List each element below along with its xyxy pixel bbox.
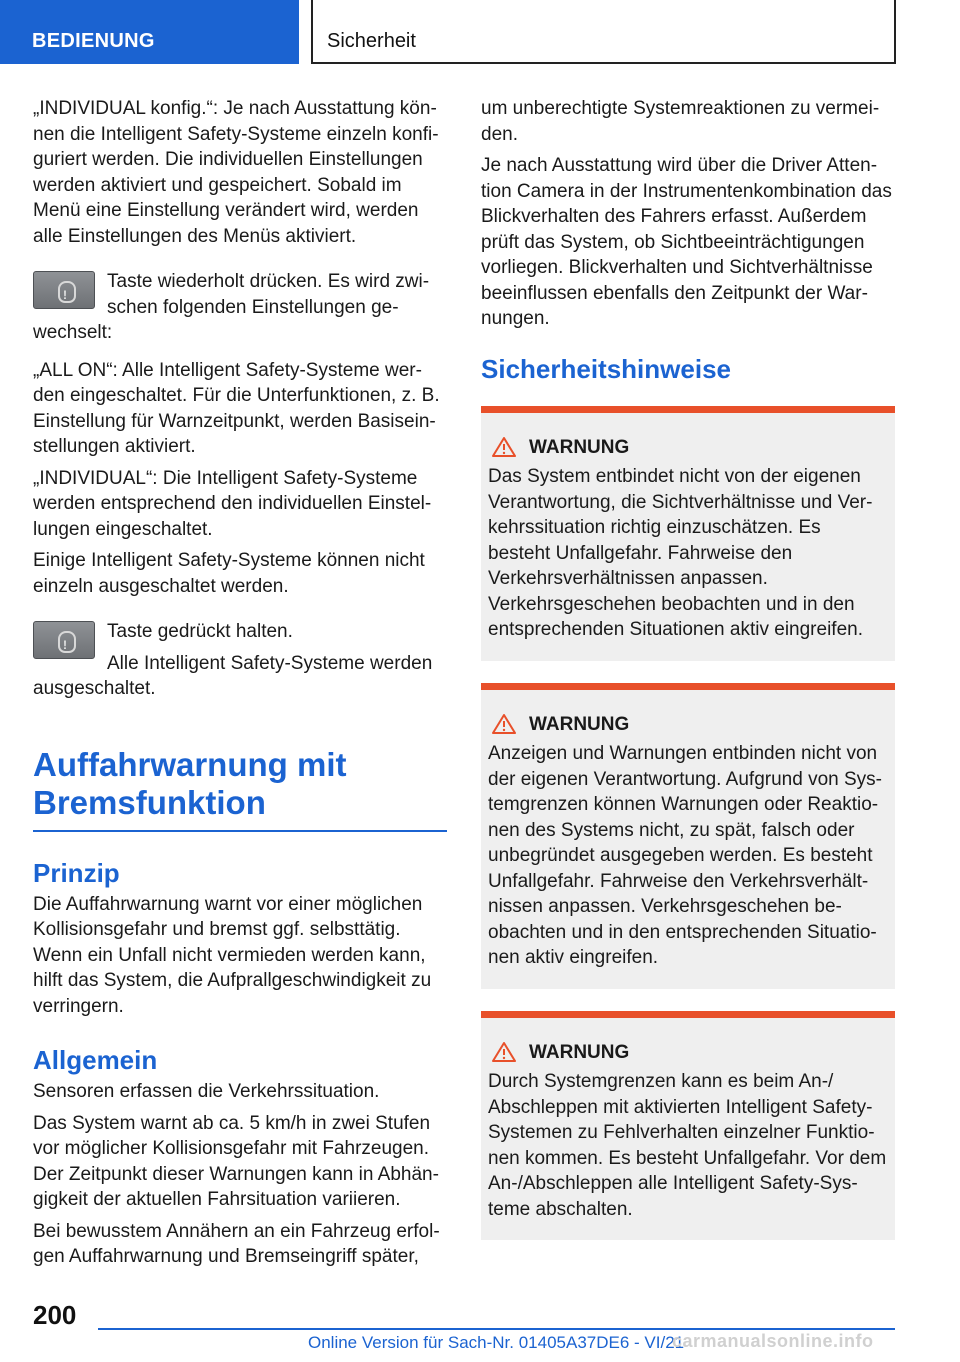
warning-header <box>488 1040 887 1066</box>
footer-online-version: Online Version für Sach-Nr. 01405A37DE6 - VI/21 <box>308 1333 685 1352</box>
section-heading: Sicherheitshinweise <box>481 353 731 384</box>
watermark: carmanualsonline.info <box>672 1331 874 1351</box>
paragraph: „ALL ON“: Alle Intelligent Safety-Systeme werden eingeschaltet. Für die Unterfunktionen, z. B. Einstellung für Warnzeitpunkt, werden Basiseinstellungen aktiviert. <box>33 359 440 457</box>
warning-triangle-icon <box>491 713 517 735</box>
chapter-heading: Auffahrwarnung mit Bremsfunktion <box>33 746 447 832</box>
right-column <box>481 96 895 1262</box>
safety-button-icon <box>33 271 95 309</box>
warning-label: WARNUNG <box>529 436 630 458</box>
paragraph: Bei bewusstem Annähern an ein Fahrzeug erfolgen Auffahrwarnung und Bremseingriff später, <box>33 1220 440 1267</box>
warning-box <box>481 1011 895 1241</box>
header-section-tab: BEDIENUNG <box>0 0 299 64</box>
paragraph: Das System warnt ab ca. 5 km/h in zwei Stufen vor möglicher Kollisionsgefahr mit Fahrzeugen. Der Zeitpunkt dieser Warnungen kann in Abhängigkeit der aktuellen Fahrsituation variieren. <box>33 1112 439 1210</box>
paragraph: Einige Intelligent Safety-Systeme können nicht einzeln ausgeschaltet werden. <box>33 550 425 597</box>
paragraph: Sensoren erfassen die Verkehrssituation. <box>33 1081 380 1102</box>
warning-triangle-icon <box>491 1041 517 1063</box>
warning-triangle-icon <box>491 436 517 458</box>
section-heading: Prinzip <box>33 857 120 888</box>
safety-button-icon <box>33 621 95 659</box>
paragraph: um unberechtigte Systemreaktionen zu vermeiden. <box>481 98 880 145</box>
page-number: 200 <box>33 1300 77 1330</box>
section-heading: Allgemein <box>33 1045 158 1075</box>
warning-header <box>488 435 887 461</box>
left-column <box>33 96 447 1276</box>
paragraph: Taste gedrückt halten. <box>107 621 293 642</box>
paragraph: Taste wiederholt drücken. Es wird zwischen folgenden Einstellungen gewechselt: <box>33 271 430 343</box>
warning-label: WARNUNG <box>529 1041 630 1063</box>
footer-divider <box>98 1328 895 1330</box>
warning-header <box>488 712 887 738</box>
button-instruction <box>33 269 447 352</box>
paragraph: „INDIVIDUAL“: Die Intelligent Safety-Systeme werden entsprechend den individuellen Einstellungen eingeschaltet. <box>33 467 432 540</box>
paragraph: Die Auffahrwarnung warnt vor einer möglichen Kollisionsgefahr und bremst ggf. selbsttätig. Wenn ein Unfall nicht vermieden werden kann, hilft das System, die Aufprallgeschwindigkeit zu verringern. <box>33 893 432 1017</box>
warning-label: WARNUNG <box>529 713 630 735</box>
warning-text: Anzeigen und Warnungen entbinden nicht von der eigenen Verantwortung. Aufgrund von Systemgrenzen können Warnungen oder Reaktionen des Systems nicht, zu spät, falsch oder unbegründet ausgegeben werden. Es besteht Unfallgefahr. Fahrweise den Verkehrsverhältnissen anpassen. Verkehrsgeschehen beobachten und in den entsprechenden Situationen aktiv eingreifen. <box>488 743 882 968</box>
warning-box <box>481 683 895 989</box>
paragraph: Alle Intelligent Safety-Systeme werden ausgeschaltet. <box>33 652 433 699</box>
warning-text: Das System entbindet nicht von der eigenen Verantwortung, die Sichtverhältnisse und Verkehrssituation richtig einzuschätzen. Es besteht Unfallgefahr. Fahrweise den Verkehrsverhältnissen anpassen. Verkehrsgeschehen beobachten und in den entsprechenden Situationen aktiv eingreifen. <box>488 466 873 640</box>
warning-box <box>481 406 895 661</box>
paragraph: „INDIVIDUAL konfig.“: Je nach Ausstattung können die Intelligent Safety-Systeme einzeln konfiguriert werden. Die individuellen Einstellungen werden aktiviert und gespeichert. Sobald im Menü eine Einstellung verändert wird, werden alle Einstellungen des Menüs aktiviert. <box>33 98 439 247</box>
paragraph: Je nach Ausstattung wird über die Driver Attention Camera in der Instrumentenkombination das Blickverhalten des Fahrers erfasst. Außerdem prüft das System, ob Sichtbeeinträchtigungen vorliegen. Blickverhalten und Sichtverhältnisse beeinflussen ebenfalls den Zeitpunkt der Warnungen. <box>481 155 892 329</box>
button-instruction <box>33 619 447 708</box>
warning-text: Durch Systemgrenzen kann es beim An-/ Abschleppen mit aktivierten Intelligent Safety-Systemen zu Fehlverhalten einzelner Funktionen kommen. Es besteht Unfallgefahr. Vor dem An-/Abschleppen alle Intelligent Safety-Systeme abschalten. <box>488 1071 887 1220</box>
header-chapter-title: Sicherheit <box>311 0 896 64</box>
